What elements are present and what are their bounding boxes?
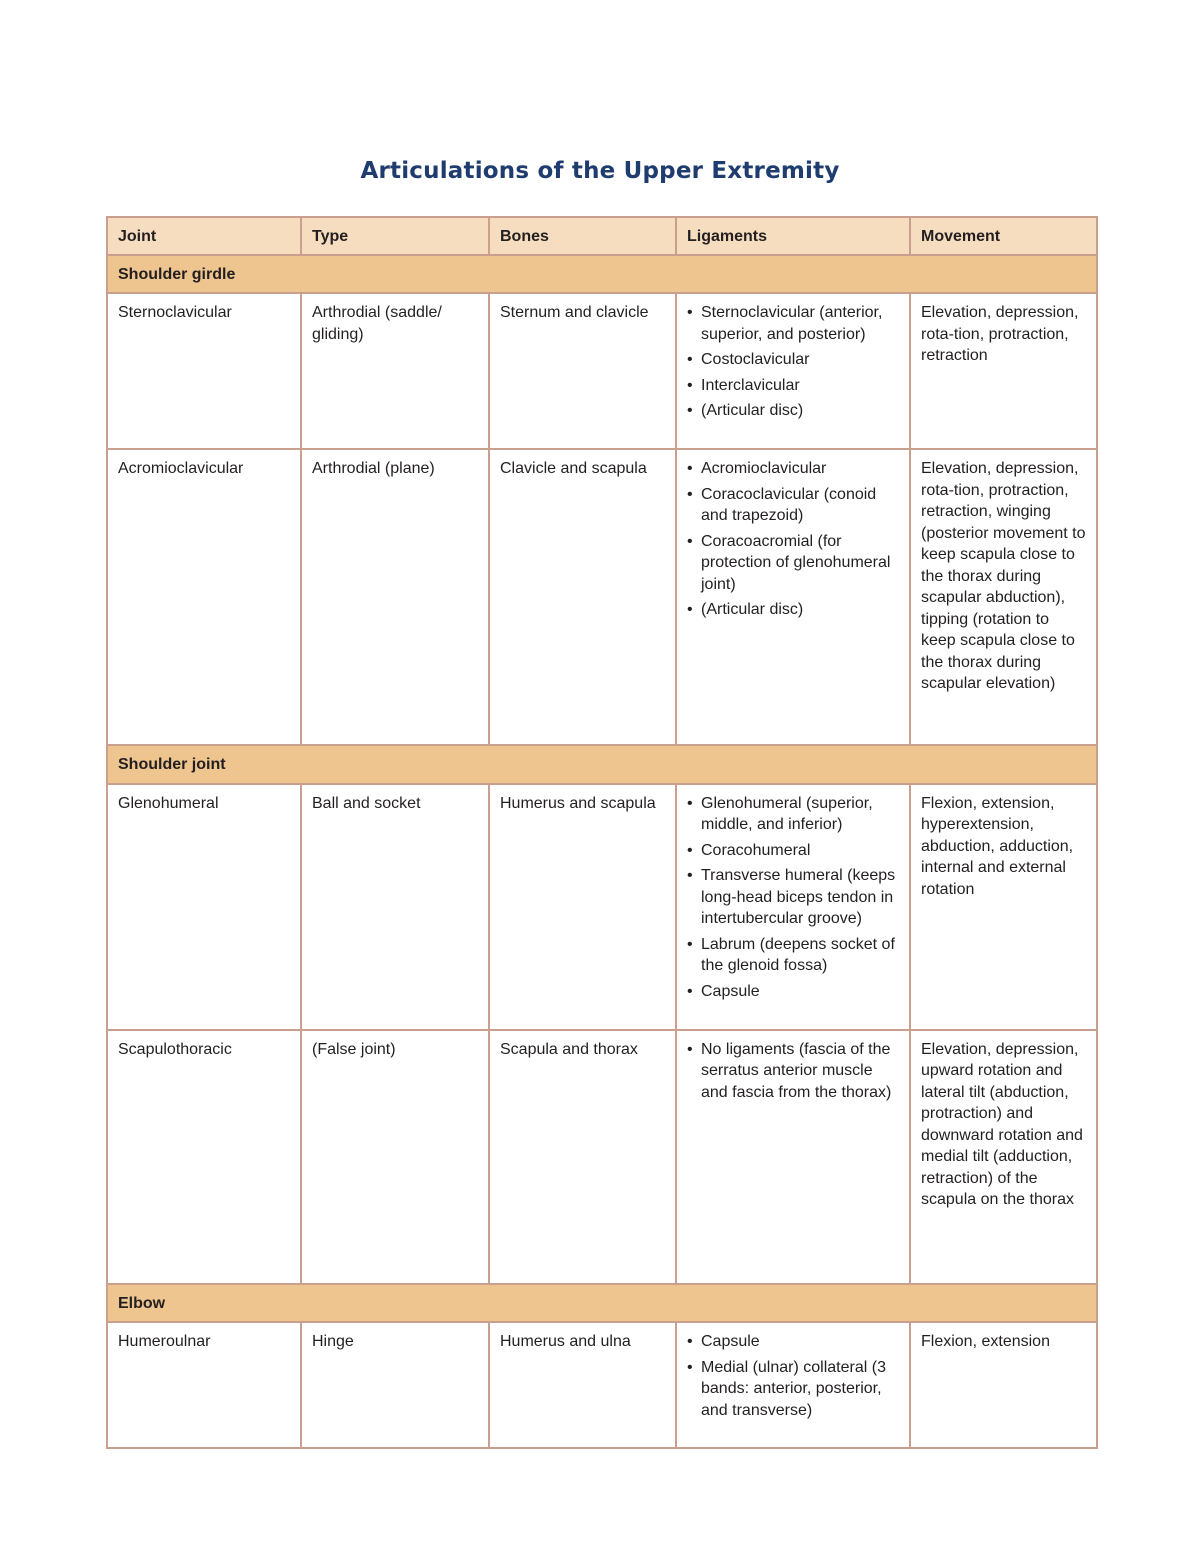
ligament-item: • Interclavicular <box>687 375 899 397</box>
joint-cell: Scapulothoracic <box>107 1030 301 1284</box>
ligament-item: • Acromioclavicular <box>687 458 899 480</box>
ligament-item: • (Articular disc) <box>687 400 899 422</box>
header-movement: Movement <box>910 217 1097 255</box>
table-row <box>107 449 1097 745</box>
table-row <box>107 1030 1097 1284</box>
section-title: Elbow <box>107 1284 1097 1323</box>
ligaments-cell <box>676 784 910 1030</box>
bones-cell: Sternum and clavicle <box>489 293 676 449</box>
section-row <box>107 1284 1097 1323</box>
bones-cell: Humerus and scapula <box>489 784 676 1030</box>
ligament-list <box>687 302 899 422</box>
ligament-list <box>687 1331 899 1421</box>
ligament-item: • Glenohumeral (superior, middle, and inferior) <box>687 793 899 836</box>
movement-cell: Flexion, extension, hyperextension, abduction, adduction, internal and external rotation <box>910 784 1097 1030</box>
ligament-item: • No ligaments (fascia of the serratus anterior muscle and fascia from the thorax) <box>687 1039 899 1104</box>
ligament-item: • Costoclavicular <box>687 349 899 371</box>
ligament-item: • Coracohumeral <box>687 840 899 862</box>
joint-cell: Acromioclavicular <box>107 449 301 745</box>
ligament-list <box>687 458 899 621</box>
ligament-item: • Capsule <box>687 981 899 1003</box>
movement-cell: Elevation, depression, upward rotation and lateral tilt (abduction, protraction) and downward rotation and medial tilt (adduction, retraction) of the scapula on the thorax <box>910 1030 1097 1284</box>
section-title: Shoulder joint <box>107 745 1097 784</box>
movement-cell: Elevation, depression, rota-tion, protraction, retraction, winging (posterior movement to keep scapula close to the thorax during scapular abduction), tipping (rotation to keep scapula close to the thorax during scapular elevation) <box>910 449 1097 745</box>
ligaments-cell <box>676 449 910 745</box>
ligaments-cell <box>676 1322 910 1448</box>
table-header-row <box>107 217 1097 255</box>
ligaments-cell <box>676 1030 910 1284</box>
ligament-list <box>687 793 899 1003</box>
ligament-item: • Sternoclavicular (anterior, superior, and posterior) <box>687 302 899 345</box>
section-row <box>107 745 1097 784</box>
bones-cell: Humerus and ulna <box>489 1322 676 1448</box>
section-row <box>107 255 1097 294</box>
table-row <box>107 1322 1097 1448</box>
section-title: Shoulder girdle <box>107 255 1097 294</box>
movement-cell: Elevation, depression, rota-tion, protraction, retraction <box>910 293 1097 449</box>
page-title: Articulations of the Upper Extremity <box>360 158 840 184</box>
movement-cell: Flexion, extension <box>910 1322 1097 1448</box>
ligament-item: • Medial (ulnar) collateral (3 bands: anterior, posterior, and transverse) <box>687 1357 899 1422</box>
type-cell: (False joint) <box>301 1030 489 1284</box>
ligament-item: • Coracoacromial (for protection of glenohumeral joint) <box>687 531 899 596</box>
header-ligaments: Ligaments <box>676 217 910 255</box>
joint-cell: Humeroulnar <box>107 1322 301 1448</box>
header-joint: Joint <box>107 217 301 255</box>
type-cell: Hinge <box>301 1322 489 1448</box>
header-bones: Bones <box>489 217 676 255</box>
ligament-item: • Coracoclavicular (conoid and trapezoid) <box>687 484 899 527</box>
ligament-item: • Labrum (deepens socket of the glenoid fossa) <box>687 934 899 977</box>
ligament-item: • Transverse humeral (keeps long-head biceps tendon in intertubercular groove) <box>687 865 899 930</box>
ligament-item: • (Articular disc) <box>687 599 899 621</box>
bones-cell: Clavicle and scapula <box>489 449 676 745</box>
bones-cell: Scapula and thorax <box>489 1030 676 1284</box>
articulations-table <box>106 216 1098 1449</box>
type-cell: Ball and socket <box>301 784 489 1030</box>
joint-cell: Glenohumeral <box>107 784 301 1030</box>
header-type: Type <box>301 217 489 255</box>
ligament-item: • Capsule <box>687 1331 899 1353</box>
type-cell: Arthrodial (plane) <box>301 449 489 745</box>
table-row <box>107 784 1097 1030</box>
ligament-list <box>687 1039 899 1104</box>
table-row <box>107 293 1097 449</box>
joint-cell: Sternoclavicular <box>107 293 301 449</box>
type-cell: Arthrodial (saddle/ gliding) <box>301 293 489 449</box>
ligaments-cell <box>676 293 910 449</box>
